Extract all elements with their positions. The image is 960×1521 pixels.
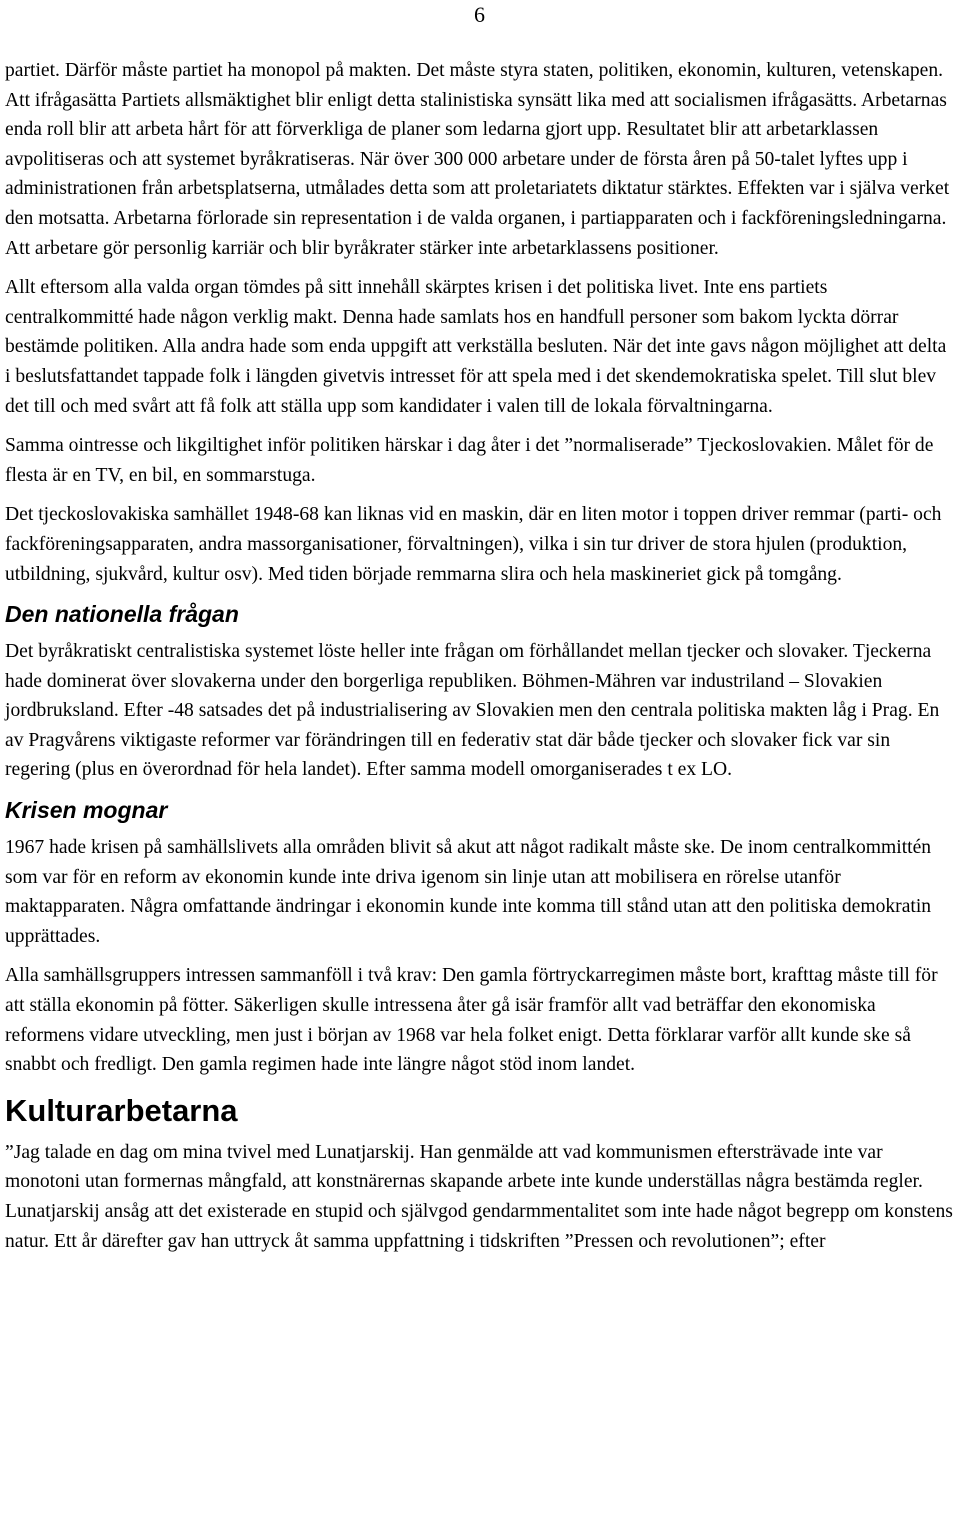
section-heading-nationella: Den nationella frågan xyxy=(5,601,239,628)
paragraph: Allt eftersom alla valda organ tömdes på sitt innehåll skärptes krisen i det politiska livet. Inte ens partiets centralkommitté hade någon verklig makt. Denna hade samlats hos en handfull personer som bakom lyckta dörrar bestämde politiken. Alla andra hade som enda uppgift att verkställa besluten. När det inte gavs någon möjlighet att delta i beslutsfattandet tappade folk i längden givetvis intresset för att spela med i det skendemokratiska spelet. Till slut blev det till och med svårt att få folk att ställa upp som kandidater i valen till de lokala förvaltningarna. xyxy=(5,277,947,417)
paragraph: partiet. Därför måste partiet ha monopol på makten. Det måste styra staten, politiken, ekonomin, kulturen, vetenskapen. Att ifrågasätta Partiets allsmäktighet blir enligt detta stalinistiska synsätt lika med att socialismen ifrågasätts. Arbetarnas enda roll blir att arbeta hårt för att förverkliga de planer som ledarna gjort upp. Resultatet blir att arbetarklassen avpolitiseras och att systemet byråkratiseras. När över 300 000 arbetare under de första åren på 50-talet lyftes upp i administrationen från arbetsplatserna, utmålades detta som att proletariatets diktatur stärktes. Effekten var i själva verket den motsatta. Arbetarna förlorade sin representation i de valda organen, i partiapparaten och i fackföreningsledningarna. Att arbetare gör personlig karriär och blir byråkrater stärker inte arbetarklassens positioner. xyxy=(5,60,950,259)
paragraph: ”Jag talade en dag om mina tvivel med Lunatjarskij. Han genmälde att vad kommunismen eftersträvade inte var monotoni utan formernas mångfald, att konstnärernas skapande arbete inte kunde underställas några bestämda regler. Lunatjarskij ansåg att det existerade en stupid och självgod gendarmmentalitet som inte hade något begrepp om konstens natur. Ett år därefter gav han uttryck åt samma uppfattning i tidskriften ”Pressen och revolutionen”; efter xyxy=(5,1141,953,1252)
page-number: 6 xyxy=(474,2,485,27)
paragraph: Alla samhällsgruppers intressen sammanföll i två krav: Den gamla förtryckarregimen måste bort, krafttag måste till för att ställa ekonomin på fötter. Säkerligen skulle intressena åter gå isär framför allt vad beträffar den ekonomiska reformens vidare utveckling, men just i början av 1968 var hela folket enigt. Detta förklarar varför allt kunde ske så snabbt och fredligt. Den gamla regimen hade inte längre något stöd inom landet. xyxy=(5,965,938,1076)
section-heading-krisen: Krisen mognar xyxy=(5,797,168,824)
paragraph: Samma ointresse och likgiltighet inför politiken härskar i dag åter i det ”normaliserade” Tjeckoslovakien. Målet för de flesta är en TV, en bil, en sommarstuga. xyxy=(5,435,934,486)
paragraph: 1967 hade krisen på samhällslivets alla områden blivit så akut att något radikalt måste ske. De inom centralkommittén som var för en reform av ekonomin kunde inte driva igenom sin linje utan att mobilisera en rörelse utanför maktapparaten. Några omfattande ändringar i ekonomin kunde inte komma till stånd utan att den politiska demokratin upprättades. xyxy=(5,837,932,947)
document-body xyxy=(5,56,955,1266)
section-heading-kultur: Kulturarbetarna xyxy=(5,1092,238,1128)
paragraph: Det byråkratiskt centralistiska systemet löste heller inte frågan om förhållandet mellan tjecker och slovaker. Tjeckerna hade dominerat över slovakerna under den borgerliga republiken. Böhmen-Mähren var industriland – Slovakien jordbruksland. Efter -48 satsades det på industrialisering av Slovakien men den centrala politiska makten låg i Prag. En av Pragvårens viktigaste reformer var förändringen till en federativ stat där både tjecker och slovaker fick var sin regering (plus en överordnad för hela landet). Efter samma modell omorganiserades t ex LO. xyxy=(5,641,940,781)
paragraph: Det tjeckoslovakiska samhället 1948-68 kan liknas vid en maskin, där en liten motor i toppen driver remmar (parti- och fackföreningsapparaten, andra massorganisationer, förvaltningen), vilka i sin tur driver de stora hjulen (produktion, utbildning, sjukvård, kultur osv). Med tiden började remmarna slira och hela maskineriet gick på tomgång. xyxy=(5,504,942,585)
